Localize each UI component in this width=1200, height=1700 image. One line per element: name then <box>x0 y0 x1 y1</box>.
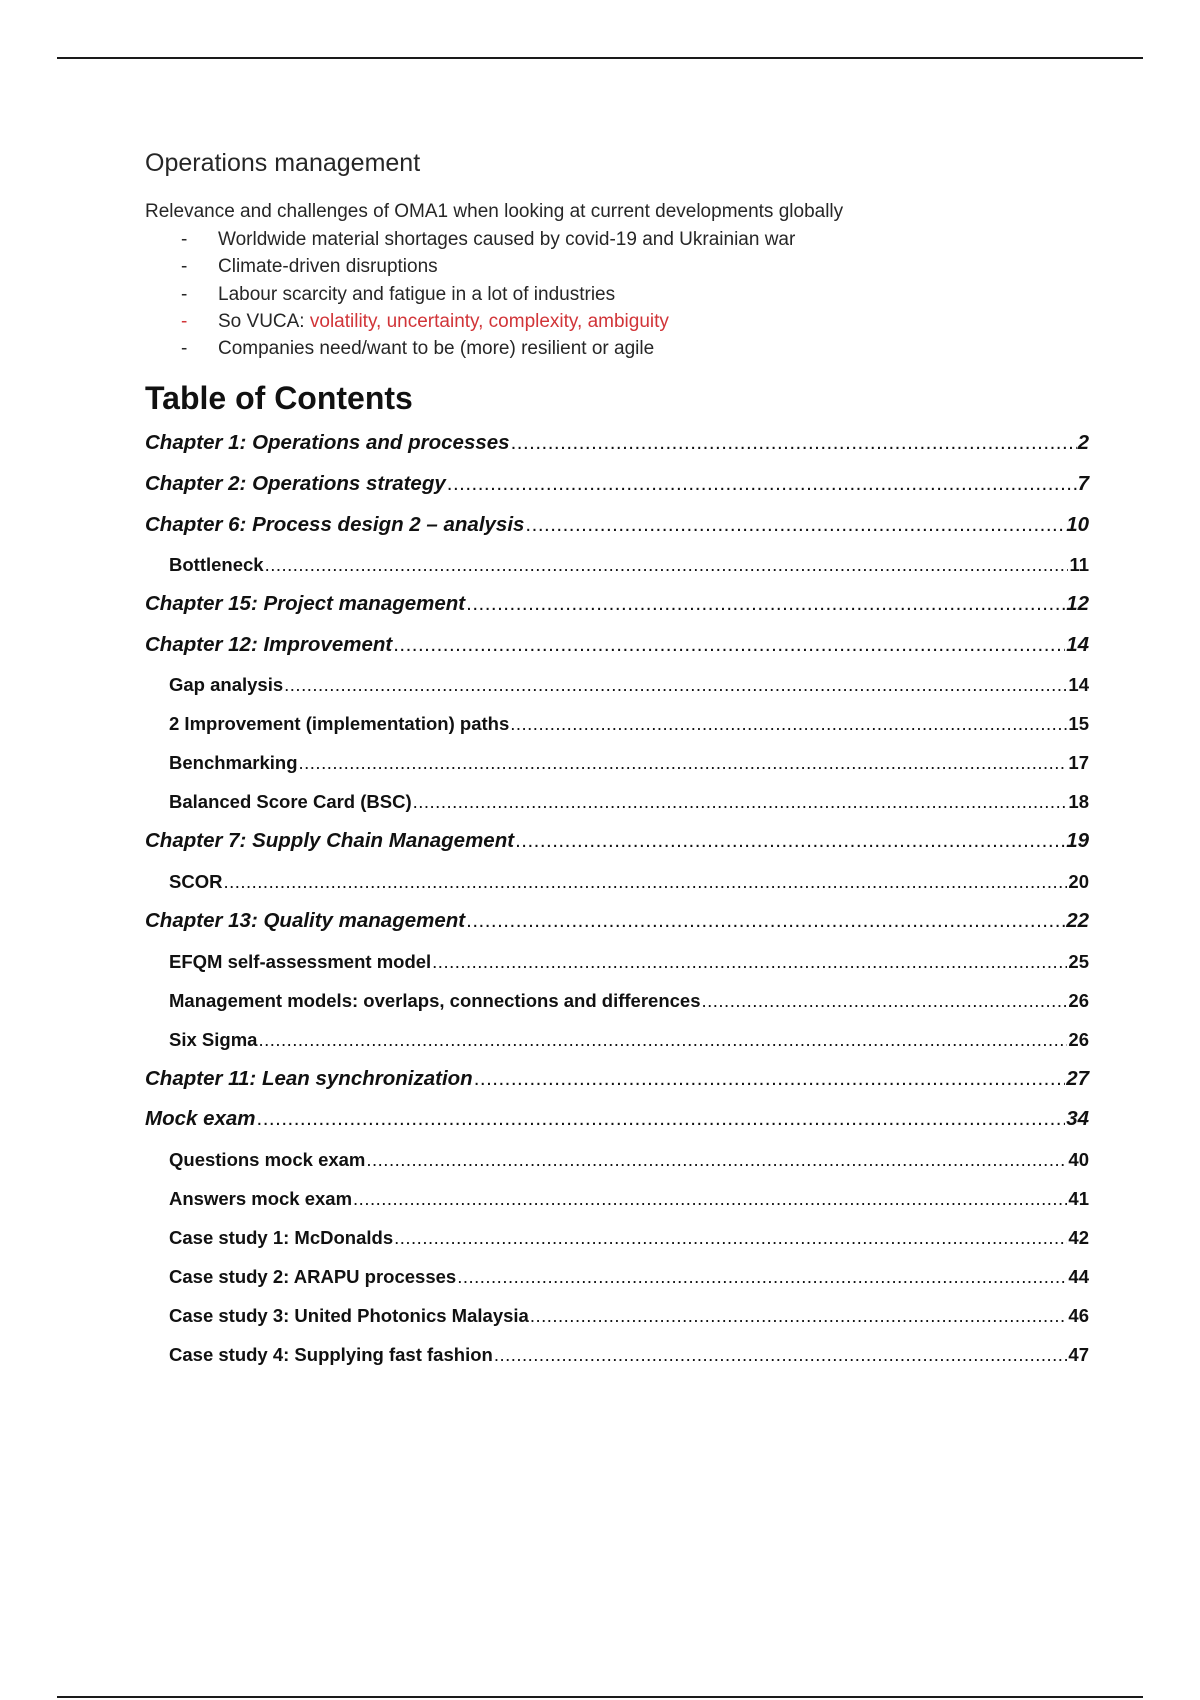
dot-leader <box>265 545 1069 584</box>
toc-section-link[interactable] <box>145 1296 1089 1335</box>
toc-section-link[interactable] <box>145 1020 1089 1059</box>
toc-entry-title: Gap analysis <box>169 674 284 696</box>
dot-leader <box>525 505 1065 546</box>
toc-section-link[interactable] <box>145 743 1089 782</box>
dot-leader <box>702 981 1068 1020</box>
toc-page-number: 26 <box>1068 989 1089 1011</box>
toc-page-number: 18 <box>1068 791 1089 813</box>
dot-leader <box>466 901 1065 942</box>
dash-bullet: - <box>181 310 188 332</box>
dash-bullet: - <box>181 229 188 250</box>
dot-leader <box>466 584 1065 625</box>
toc-entry-title: Benchmarking <box>169 752 298 774</box>
toc-entry-title: Questions mock exam <box>169 1148 366 1170</box>
footer-rule <box>57 1696 1143 1698</box>
toc-page-number: 12 <box>1066 592 1089 616</box>
toc-entry-title: Chapter 11: Lean synchronization <box>145 1066 473 1090</box>
toc-page-number: 47 <box>1068 1343 1089 1365</box>
bullet-item <box>145 281 1089 308</box>
dot-leader <box>447 464 1077 505</box>
dot-leader <box>511 423 1077 464</box>
dot-leader <box>432 942 1067 981</box>
toc-page-number: 17 <box>1068 752 1089 774</box>
dot-leader <box>353 1179 1067 1218</box>
toc-entry-title: 2 Improvement (implementation) paths <box>169 713 510 735</box>
toc-section-link[interactable] <box>145 942 1089 981</box>
dot-leader <box>366 1140 1067 1179</box>
dash-bullet: - <box>181 338 188 360</box>
vuca-highlight-text: volatility, uncertainty, complexity, ambiguity <box>309 310 669 332</box>
toc-page-number: 27 <box>1066 1066 1089 1090</box>
dot-leader <box>413 782 1068 821</box>
toc-entry-title: Chapter 1: Operations and processes <box>145 431 510 455</box>
toc-entry-title: Mock exam <box>145 1107 256 1131</box>
bullet-item-vuca <box>145 308 1089 335</box>
toc-section-link[interactable] <box>145 1140 1089 1179</box>
toc-chapter-link[interactable] <box>145 821 1089 862</box>
toc-chapter-link[interactable] <box>145 1059 1089 1100</box>
toc-chapter-link[interactable] <box>145 423 1089 464</box>
toc-chapter-link[interactable] <box>145 505 1089 546</box>
toc-page-number: 25 <box>1068 950 1089 972</box>
document-title: Operations management <box>145 149 421 177</box>
toc-heading: Table of Contents <box>145 380 413 417</box>
toc-section-link[interactable] <box>145 1335 1089 1374</box>
bullet-item <box>145 226 1089 253</box>
toc-page-number: 44 <box>1068 1265 1089 1287</box>
toc-page-number: 46 <box>1068 1304 1089 1326</box>
toc-page-number: 7 <box>1077 472 1089 496</box>
dash-bullet: - <box>181 256 188 278</box>
toc-entry-title: Case study 1: McDonalds <box>169 1226 394 1248</box>
bullet-prefix: So VUCA: <box>218 310 310 332</box>
toc-section-link[interactable] <box>145 1257 1089 1296</box>
toc-entry-title: Chapter 7: Supply Chain Management <box>145 829 515 853</box>
toc-section-link[interactable] <box>145 704 1089 743</box>
toc-section-link[interactable] <box>145 1218 1089 1257</box>
toc-chapter-link[interactable] <box>145 1099 1089 1140</box>
toc-chapter-link[interactable] <box>145 625 1089 666</box>
dot-leader <box>510 704 1067 743</box>
dot-leader <box>223 862 1067 901</box>
toc-page-number: 22 <box>1066 909 1089 933</box>
toc-entry-title: Chapter 6: Process design 2 – analysis <box>145 512 525 536</box>
dot-leader <box>258 1020 1067 1059</box>
toc-entry-title: Six Sigma <box>169 1028 258 1050</box>
dot-leader <box>474 1059 1066 1100</box>
toc-entry-title: Answers mock exam <box>169 1187 353 1209</box>
dot-leader <box>299 743 1068 782</box>
toc-chapter-link[interactable] <box>145 584 1089 625</box>
toc-section-link[interactable] <box>145 1179 1089 1218</box>
toc-section-link[interactable] <box>145 665 1089 704</box>
intro-paragraph: Relevance and challenges of OMA1 when looking at current developments globally <box>145 201 844 222</box>
bullet-text: Climate-driven disruptions <box>218 256 438 278</box>
dot-leader <box>393 625 1065 666</box>
toc-entry-title: Bottleneck <box>169 554 264 576</box>
toc-page-number: 14 <box>1066 632 1089 656</box>
dot-leader <box>394 1218 1067 1257</box>
toc-list <box>145 423 1089 1373</box>
toc-entry-title: EFQM self-assessment model <box>169 950 432 972</box>
toc-page-number: 15 <box>1068 713 1089 735</box>
bullet-item <box>145 253 1089 280</box>
toc-page-number: 2 <box>1077 431 1089 455</box>
toc-section-link[interactable] <box>145 981 1089 1020</box>
toc-entry-title: Chapter 2: Operations strategy <box>145 472 446 496</box>
toc-page-number: 42 <box>1068 1226 1089 1248</box>
dot-leader <box>494 1335 1068 1374</box>
bullet-text: Companies need/want to be (more) resilient or agile <box>218 338 655 360</box>
bullet-text: Labour scarcity and fatigue in a lot of industries <box>218 283 616 305</box>
toc-entry-title: Case study 4: Supplying fast fashion <box>169 1343 493 1365</box>
toc-section-link[interactable] <box>145 862 1089 901</box>
toc-entry-title: Case study 2: ARAPU processes <box>169 1265 457 1287</box>
toc-page-number: 11 <box>1069 554 1089 576</box>
toc-entry-title: SCOR <box>169 871 223 893</box>
toc-page-number: 26 <box>1068 1028 1089 1050</box>
bullet-item <box>145 335 1089 362</box>
toc-entry-title: Balanced Score Card (BSC) <box>169 791 412 813</box>
toc-entry-title: Case study 3: United Photonics Malaysia <box>169 1304 529 1326</box>
toc-section-link[interactable] <box>145 545 1089 584</box>
dot-leader <box>530 1296 1068 1335</box>
dash-bullet: - <box>181 283 188 305</box>
page-content <box>145 148 1089 1374</box>
header-rule <box>57 57 1143 59</box>
toc-entry-title: Management models: overlaps, connections and differences <box>169 989 701 1011</box>
toc-chapter-link[interactable] <box>145 901 1089 942</box>
toc-page-number: 20 <box>1068 871 1089 893</box>
toc-page-number: 40 <box>1068 1148 1089 1170</box>
bullet-list <box>145 226 1089 362</box>
toc-page-number: 34 <box>1066 1107 1089 1131</box>
toc-entry-title: Chapter 15: Project management <box>145 592 466 616</box>
dot-leader <box>457 1257 1067 1296</box>
toc-chapter-link[interactable] <box>145 464 1089 505</box>
toc-entry-title: Chapter 13: Quality management <box>145 909 466 933</box>
toc-entry-title: Chapter 12: Improvement <box>145 632 393 656</box>
toc-page-number: 41 <box>1068 1187 1089 1209</box>
dot-leader <box>284 665 1067 704</box>
toc-page-number: 19 <box>1066 829 1089 853</box>
bullet-text: Worldwide material shortages caused by covid-19 and Ukrainian war <box>218 229 796 250</box>
toc-page-number: 10 <box>1066 512 1089 536</box>
dot-leader <box>257 1099 1066 1140</box>
toc-section-link[interactable] <box>145 782 1089 821</box>
toc-page-number: 14 <box>1068 674 1089 696</box>
dot-leader <box>515 821 1065 862</box>
